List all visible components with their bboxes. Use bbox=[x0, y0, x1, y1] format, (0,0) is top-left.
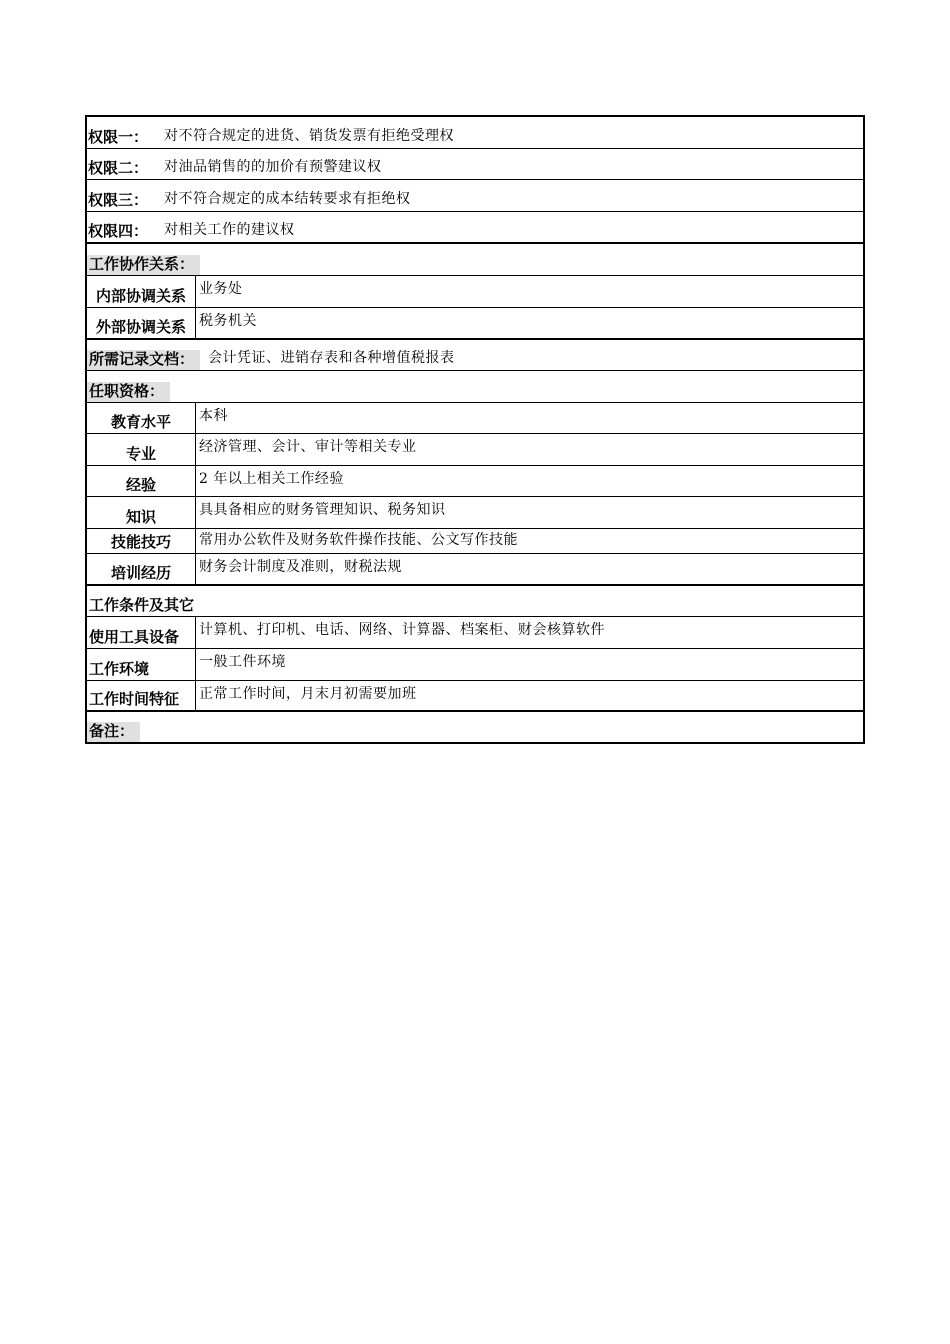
remarks-label: 备注： bbox=[87, 722, 140, 742]
records-label: 所需记录文档： bbox=[87, 350, 200, 370]
row-value-cell bbox=[196, 466, 863, 496]
records-value: 会计凭证、进销存表和各种增值税报表 bbox=[208, 350, 455, 366]
remarks-row bbox=[87, 712, 863, 742]
row-label-cell bbox=[87, 681, 196, 710]
row-label-cell bbox=[87, 617, 196, 648]
row-value: 计算机、打印机、电话、网络、计算器、档案柜、财会核算软件 bbox=[199, 622, 605, 638]
records-row bbox=[87, 340, 863, 371]
qualification-row-knowledge bbox=[87, 497, 863, 529]
row-label-cell bbox=[87, 554, 196, 584]
condition-row-work-hours bbox=[87, 681, 863, 712]
row-label: 内部协调关系 bbox=[95, 287, 186, 305]
row-label: 知识 bbox=[125, 508, 156, 526]
row-label-cell bbox=[87, 403, 196, 433]
authority-value: 对不符合规定的进货、销货发票有拒绝受理权 bbox=[164, 128, 454, 144]
job-description-table bbox=[85, 115, 865, 744]
row-value-cell bbox=[196, 554, 863, 584]
authority-label: 权限二： bbox=[88, 159, 149, 177]
authority-row-3 bbox=[87, 180, 863, 212]
internal-coordination-row bbox=[87, 276, 863, 308]
section-title: 工作协作关系： bbox=[87, 255, 200, 275]
row-value-cell bbox=[196, 434, 863, 465]
authority-row-2 bbox=[87, 149, 863, 180]
row-value: 税务机关 bbox=[199, 313, 257, 329]
row-value: 2 年以上相关工作经验 bbox=[199, 471, 344, 487]
row-value-cell bbox=[196, 308, 863, 338]
row-label: 经验 bbox=[125, 476, 156, 494]
row-label: 工作时间特征 bbox=[89, 690, 180, 708]
row-label-cell bbox=[87, 649, 196, 680]
row-label-cell bbox=[87, 276, 196, 307]
section-title: 任职资格： bbox=[87, 382, 170, 402]
row-value-cell bbox=[196, 403, 863, 433]
row-label: 外部协调关系 bbox=[95, 318, 186, 336]
external-coordination-row bbox=[87, 308, 863, 340]
qualification-row-training bbox=[87, 554, 863, 586]
condition-row-tools bbox=[87, 617, 863, 649]
qualification-row-experience bbox=[87, 466, 863, 497]
section-title: 工作条件及其它 bbox=[89, 596, 195, 614]
row-value: 财务会计制度及准则，财税法规 bbox=[199, 559, 402, 575]
cooperation-section-header bbox=[87, 244, 863, 276]
row-label-cell bbox=[87, 529, 196, 553]
row-label: 专业 bbox=[125, 445, 156, 463]
row-value-cell bbox=[196, 681, 863, 710]
row-value: 本科 bbox=[199, 408, 228, 424]
row-label: 技能技巧 bbox=[110, 533, 171, 551]
qualifications-section-header bbox=[87, 371, 863, 403]
authority-label: 权限一： bbox=[88, 128, 149, 146]
qualification-row-skills bbox=[87, 529, 863, 554]
qualification-row-education bbox=[87, 403, 863, 434]
row-label: 教育水平 bbox=[110, 413, 171, 431]
row-value-cell bbox=[196, 617, 863, 648]
row-label: 使用工具设备 bbox=[89, 628, 180, 646]
row-value-cell bbox=[196, 649, 863, 680]
row-value: 常用办公软件及财务软件操作技能、公文写作技能 bbox=[199, 532, 518, 548]
row-value: 一般工件环境 bbox=[199, 654, 286, 670]
conditions-section-header bbox=[87, 586, 863, 617]
row-label-cell bbox=[87, 497, 196, 528]
authority-label: 权限四： bbox=[88, 222, 149, 240]
authority-value: 对相关工作的建议权 bbox=[164, 222, 295, 238]
row-label-cell bbox=[87, 434, 196, 465]
row-value: 正常工作时间，月末月初需要加班 bbox=[199, 686, 417, 702]
row-label-cell bbox=[87, 466, 196, 496]
condition-row-environment bbox=[87, 649, 863, 681]
row-value: 具具备相应的财务管理知识、税务知识 bbox=[199, 502, 446, 518]
authority-value: 对油品销售的的加价有预警建议权 bbox=[164, 159, 382, 175]
row-value-cell bbox=[196, 529, 863, 553]
authority-row-1 bbox=[87, 117, 863, 149]
row-value: 经济管理、会计、审计等相关专业 bbox=[199, 439, 417, 455]
authority-row-4 bbox=[87, 212, 863, 244]
authority-value: 对不符合规定的成本结转要求有拒绝权 bbox=[164, 191, 411, 207]
qualification-row-major bbox=[87, 434, 863, 466]
authority-label: 权限三： bbox=[88, 191, 149, 209]
row-value-cell bbox=[196, 276, 863, 307]
row-label: 工作环境 bbox=[89, 660, 150, 678]
row-label: 培训经历 bbox=[110, 564, 171, 582]
row-value-cell bbox=[196, 497, 863, 528]
row-label-cell bbox=[87, 308, 196, 338]
row-value: 业务处 bbox=[199, 281, 243, 297]
